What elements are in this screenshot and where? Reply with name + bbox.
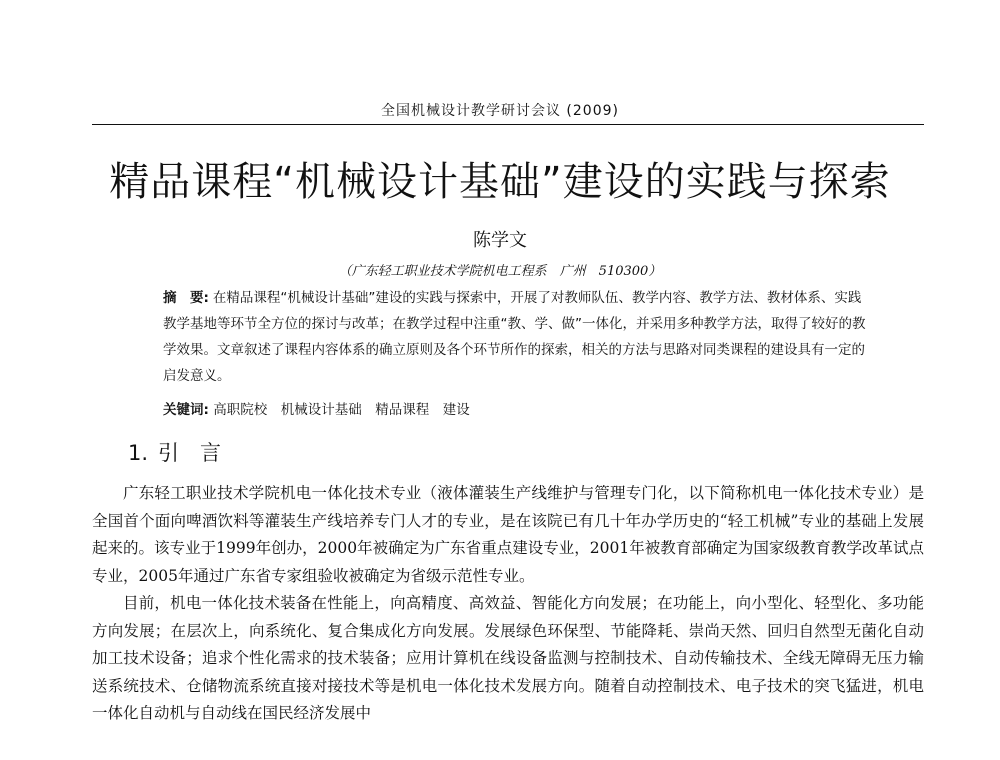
body-paragraph: 广东轻工职业技术学院机电一体化技术专业（液体灌装生产线维护与管理专门化，以下简称机电一体化技术专业）是全国首个面向啤酒饮料等灌装生产线培养专门人才的专业，是在该院已有几十年办学历史的“轻工机械”专业的基础上发展起来的。该专业于1999年创办，2000年被确定为广东省重点建设专业，2001年被教育部确定为国家级教育教学改革试点专业，2005年通过广东省专家组验收被确定为省级示范性专业。	[92, 484, 924, 585]
body-text	[92, 480, 924, 728]
abstract-text: 在精品课程“机械设计基础”建设的实践与探索中，开展了对教师队伍、教学内容、教学方法、教材体系、实践教学基地等环节全方位的探讨与改革；在教学过程中注重“教、学、做”一体化，并采用多种教学方法，取得了较好的教学效果。文章叙述了课程内容体系的确立原则及各个环节所作的探索，相关的方法与思路对同类课程的建设具有一定的启发意义。	[163, 290, 866, 384]
paper-title: 精品课程“机械设计基础”建设的实践与探索	[109, 159, 891, 205]
header-rule	[92, 124, 924, 125]
abstract-label: 摘 要:	[163, 290, 209, 306]
body-paragraph: 目前，机电一体化技术装备在性能上，向高精度、高效益、智能化方向发展；在功能上，向小型化、轻型化、多功能方向发展；在层次上，向系统化、复合集成化方向发展。发展绿色环保型、节能降耗、崇尚天然、回归自然型无菌化自动加工技术设备；追求个性化需求的技术装备；应用计算机在线设备监测与控制技术、自动传输技术、全线无障碍无压力输送系统技术、仓储物流系统直接对接技术等是机电一体化技术发展方向。随着自动控制技术、电子技术的突飞猛进，机电一体化自动机与自动线在国民经济发展中	[92, 594, 924, 722]
keywords-text: 高职院校 机械设计基础 精品课程 建设	[213, 402, 470, 418]
author-affiliation: （广东轻工职业技术学院机电工程系 广州 510300）	[338, 264, 662, 279]
author-name: 陈学文	[473, 230, 527, 251]
keywords-label: 关键词:	[163, 402, 209, 418]
keywords	[163, 397, 868, 423]
section-heading	[128, 437, 221, 467]
section-number: 1.	[128, 441, 149, 465]
running-head: 全国机械设计教学研讨会议 (2009)	[380, 103, 619, 119]
abstract	[163, 285, 868, 389]
section-title: 引 言	[158, 441, 222, 465]
